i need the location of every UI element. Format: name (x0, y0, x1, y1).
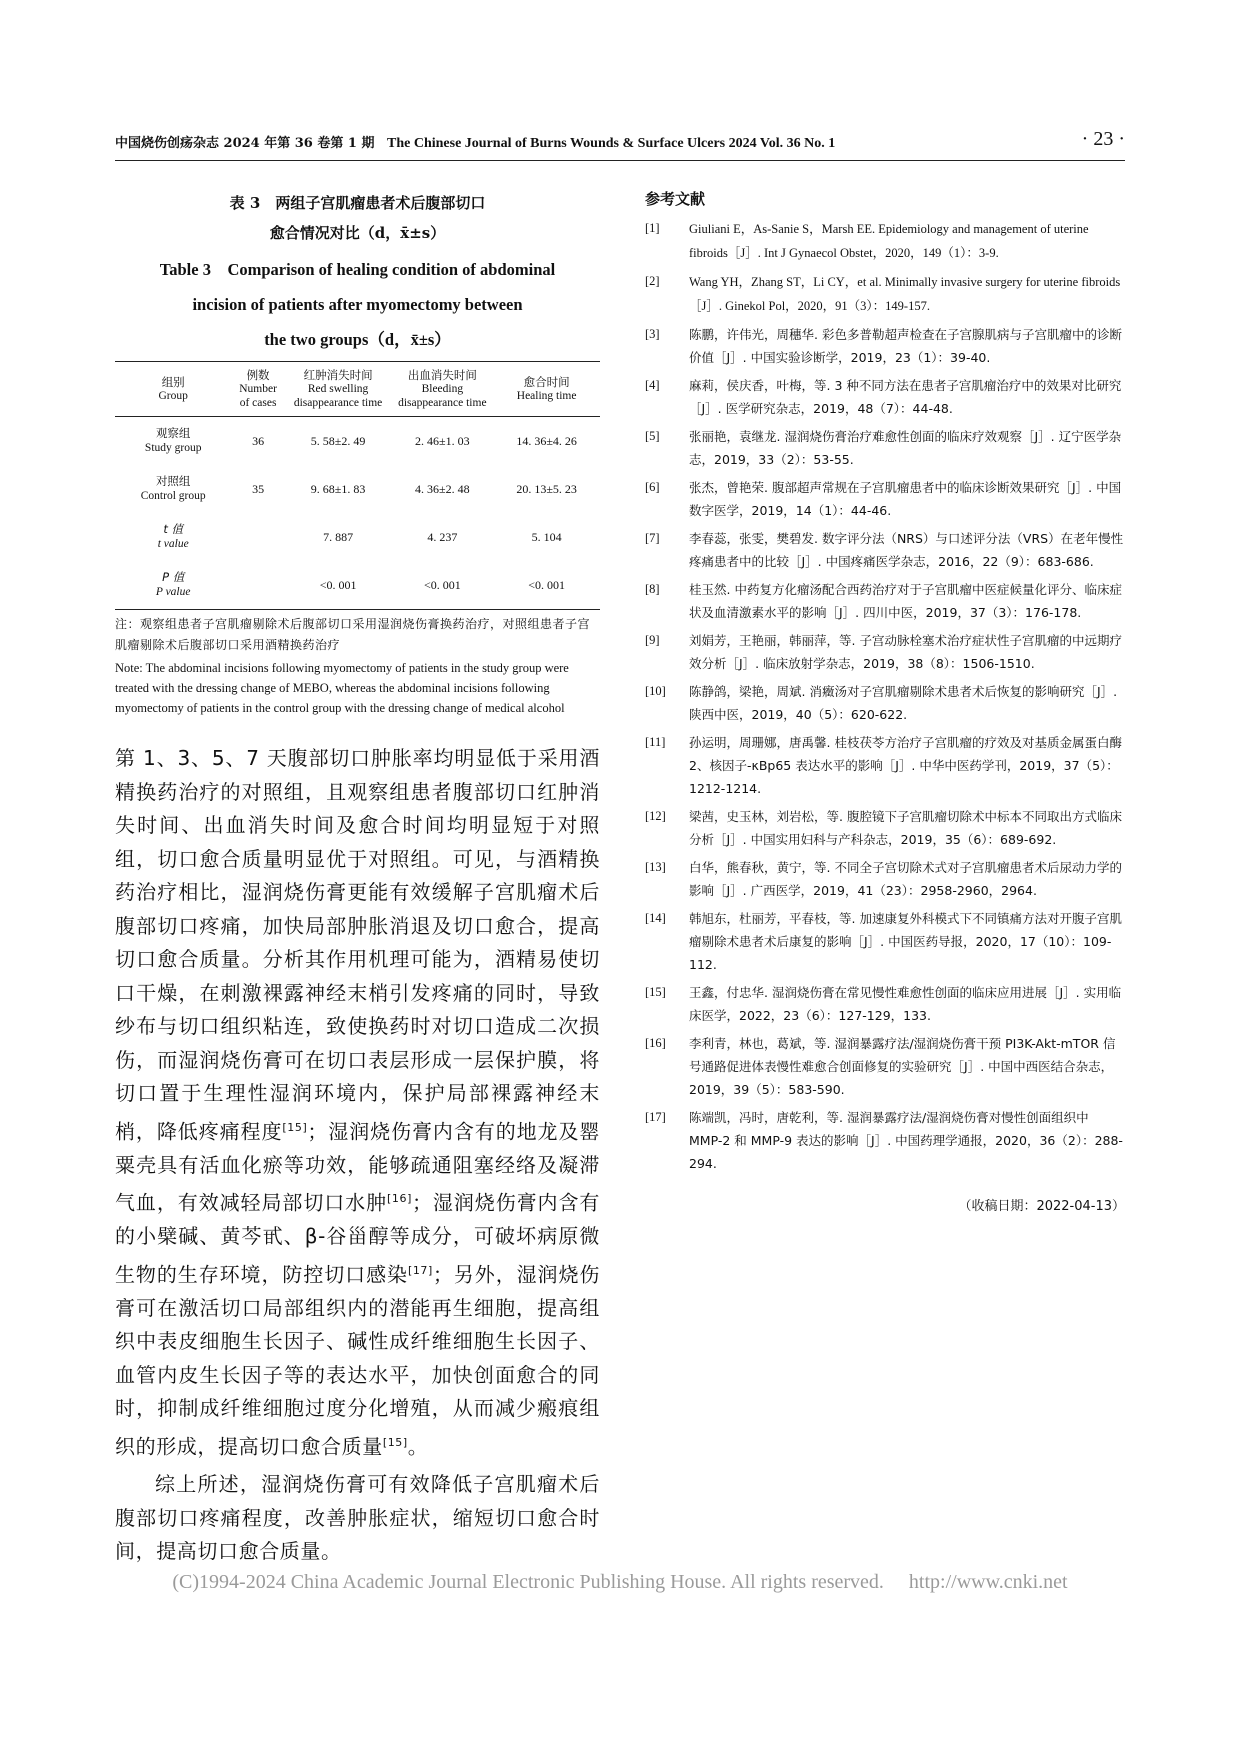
journal-title-cn: 中国烧伤创疡杂志 2024 年第 36 卷第 1 期 (115, 136, 375, 151)
reference-item: [4] 麻莉，侯庆香，叶梅，等. 3 种不同方法在患者子宫肌瘤治疗中的效果对比研究［J］. 医学研究杂志，2019，48（7）：44-48. (645, 378, 1122, 416)
cell-heal: 14. 36±4. 26 (516, 433, 577, 448)
reference-item: [17] 陈端凯，冯时，唐乾利，等. 湿润暴露疗法/湿润烧伤膏对慢性创面组织中 MMP-2 和 MMP-9 表达的影响［J］. 中国药理学通报，2020，36（2）：288-294. (645, 1110, 1123, 1171)
row-label: 观察组 Study group (144, 426, 202, 454)
reference-item: [3] 陈鹏，许伟光，周穗华. 彩色多普勒超声检查在子宫腺肌病与子宫肌瘤中的诊断价值［J］. 中国实验诊断学，2019，23（1）：39-40. (645, 327, 1122, 365)
citation: [16] (387, 1192, 412, 1206)
table-note-cn: 注：观察组患者子宫肌瘤剔除术后腹部切口采用湿润烧伤膏换药治疗，对照组患者子宫肌瘤剔除术后腹部切口采用酒精换药治疗 (115, 617, 591, 652)
row-label: P 值 P value (155, 570, 191, 598)
cell-cases (231, 513, 284, 561)
cell-cases: 35 (252, 481, 265, 496)
reference-item: [2] Wang YH，Zhang ST，Li CY，et al. Minimally invasive surgery for uterine fibroids［J］. Ginekol Pol，2020，91（3）：149-157. (645, 274, 1121, 313)
reference-item: [1] Giuliani E，As-Sanie S，Marsh EE. Epidemiology and management of uterine fibroids［J］. Int J Gynaecol Obstet，2020，149（1）：3-9. (645, 221, 1089, 260)
cell-bleed: 2. 46±1. 03 (415, 433, 470, 448)
table-row (115, 465, 600, 513)
left-column (115, 188, 600, 1569)
results-table (115, 361, 600, 610)
row-label: t 值 t value (157, 522, 189, 550)
header-cases: 例数 Number of cases (239, 368, 277, 409)
table-title-en-line2: incision of patients after myomectomy between (192, 295, 523, 314)
running-header (115, 128, 1125, 158)
table-note-en: Note: The abdominal incisions following myomectomy of patients in the study group were treated with the dressing change of MEBO, whereas the abdominal incisions following myomectomy of patients in the control group with the dressing change of medical alcohol (115, 661, 569, 715)
cell-red: 5. 58±2. 49 (310, 433, 366, 448)
cell-heal: 20. 13±5. 23 (516, 481, 577, 496)
table-title-en-line3: the two groups（d，x̄±s） (264, 330, 451, 349)
header-red-swelling: 红肿消失时间 Red swelling disappearance time (293, 368, 383, 409)
reference-item: [16] 李利青，林也，葛斌，等. 湿润暴露疗法/湿润烧伤膏干预 PI3K-Akt-mTOR 信号通路促进体表慢性难愈合创面修复的实验研究［J］. 中国中西医结合杂志，2019，39（5）：583-590. (645, 1036, 1116, 1097)
reference-list (645, 217, 1125, 1175)
table-note (115, 614, 600, 718)
reference-item: [9] 刘娟芳，王艳丽，韩丽萍，等. 子宫动脉栓塞术治疗症状性子宫肌瘤的中远期疗效分析［J］. 临床放射学杂志，2019，38（8）：1506-1510. (645, 633, 1122, 671)
reference-item: [11] 孙运明，周珊娜，唐禹馨. 桂枝茯苓方治疗子宫肌瘤的疗效及对基质金属蛋白酶2、核因子-κBp65 表达水平的影响［J］. 中华中医药学刊，2019，37（5）：1212-1214. (645, 735, 1122, 796)
table-row (115, 417, 600, 466)
header-bleeding: 出血消失时间 Bleeding disappearance time (398, 368, 487, 409)
reference-item: [14] 韩旭东，杜丽芳，平春枝，等. 加速康复外科模式下不同镇痛方法对开腹子宫肌瘤剔除术患者术后康复的影响［J］. 中国医药导报，2020，17（10）：109-112. (645, 911, 1122, 972)
cell-cases: 36 (252, 433, 265, 448)
cell-red: 7. 887 (323, 529, 354, 544)
table-title-cn-line1: 表 3 两组子宫肌瘤患者术后腹部切口 (229, 194, 486, 212)
table-header-row (115, 362, 600, 417)
cell-red: 9. 68±1. 83 (310, 481, 366, 496)
table-row (115, 513, 600, 561)
references-title: 参考文献 (645, 190, 706, 208)
table-row (115, 561, 600, 610)
table-title-en-line1: Table 3 Comparison of healing condition of abdominal (159, 260, 556, 279)
reference-item: [7] 李春蕊，张雯，樊碧发. 数字评分法（NRS）与口述评分法（VRS）在老年慢性疼痛患者中的比较［J］. 中国疼痛医学杂志，2016，22（9）：683-686. (645, 531, 1124, 569)
copyright-footer: (C)1994-2024 China Academic Journal Electronic Publishing House. All rights reserved. http://www.cnki.net (172, 1571, 1068, 1593)
reference-item: [8] 桂玉然. 中药复方化瘤汤配合西药治疗对于子宫肌瘤中医症候量化评分、临床症状及血清激素水平的影响［J］. 四川中医，2019，37（3）：176-178. (645, 582, 1122, 620)
cell-bleed: 4. 36±2. 48 (415, 481, 470, 496)
body-text (115, 742, 600, 1569)
table-title-cn-line2: 愈合情况对比（d，x̄±s） (269, 224, 446, 242)
reference-item: [5] 张丽艳，袁继龙. 湿润烧伤膏治疗难愈性创面的临床疗效观察［J］. 辽宁医学杂志，2019，33（2）：53-55. (645, 429, 1122, 467)
header-rule (115, 160, 1125, 161)
reference-item: [12] 梁茜，史玉林，刘岩松，等. 腹腔镜下子宫肌瘤切除术中标本不同取出方式临床分析［J］. 中国实用妇科与产科杂志，2019，35（6）：689-692. (645, 809, 1122, 847)
cell-cases (231, 561, 284, 610)
paragraph-discussion: 第 1、3、5、7 天腹部切口肿胀率均明显低于采用酒精换药治疗的对照组，且观察组患者腹部切口红肿消失时间、出血消失时间及愈合时间均明显短于对照组，切口愈合质量明显优于对照组。可见，与酒精换药治疗相比，湿润烧伤膏更能有效缓解子宫肌瘤术后腹部切口疼痛，加快局部肿胀消退及切口愈合，提高切口愈合质量。分析其作用机理可能为，酒精易使切口干燥，在刺激裸露神经末梢引发疼痛的同时，导致纱布与切口组织粘连，致使换药时对切口造成二次损伤，而湿润烧伤膏可在切口表层形成一层保护膜，将切口置于生理性湿润环境内，保护局部裸露神经末梢，降低疼痛程度[15]；湿润烧伤膏内含有的地龙及罂粟壳具有活血化瘀等功效，能够疏通阻塞经络及凝滞气血，有效减轻局部切口水肿[16]；湿润烧伤膏内含有的小檗碱、黄芩甙、β-谷甾醇等成分，可破坏病原微生物的生存环境，防控切口感染[17]；另外，湿润烧伤膏可在激活切口局部组织内的潜能再生细胞，提高组织中表皮细胞生长因子、碱性成纤维细胞生长因子、血管内皮生长因子等的表达水平，加快创面愈合的同时，抑制成纤维细胞过度分化增殖，从而减少瘢痕组织的形成，提高切口愈合质量[15]。 (115, 746, 600, 1459)
reference-item: [6] 张杰，曾艳荣. 腹部超声常规在子宫肌瘤患者中的临床诊断效果研究［J］. 中国数字医学，2019，14（1）：44-46. (645, 480, 1122, 518)
cell-red: <0. 001 (319, 577, 357, 592)
cell-heal: 5. 104 (531, 529, 562, 544)
citation: [17] (407, 1263, 433, 1277)
paragraph-conclusion: 综上所述，湿润烧伤膏可有效降低子宫肌瘤术后腹部切口疼痛程度，改善肿胀症状，缩短切口愈合时间，提高切口愈合质量。 (115, 1472, 600, 1564)
cell-heal: <0. 001 (528, 577, 566, 592)
received-date: （收稿日期：2022-04-13） (958, 1199, 1125, 1214)
row-label: 对照组 Control group (140, 474, 206, 502)
journal-title-en: The Chinese Journal of Burns Wounds & Surface Ulcers 2024 Vol. 36 No. 1 (387, 136, 836, 151)
citation: [15] (382, 1435, 408, 1449)
cell-bleed: 4. 237 (427, 529, 458, 544)
cell-bleed: <0. 001 (423, 577, 461, 592)
reference-item: [15] 王鑫，付忠华. 湿润烧伤膏在常见慢性难愈性创面的临床应用进展［J］. 实用临床医学，2022，23（6）：127-129，133. (645, 985, 1122, 1023)
right-column (645, 188, 1125, 1214)
reference-item: [13] 白华，熊春秋，黄宁，等. 不同全子宫切除术式对子宫肌瘤患者术后尿动力学的影响［J］. 广西医学，2019，41（23）：2958-2960，2964. (645, 860, 1122, 898)
reference-item: [10] 陈静鸽，梁艳，周斌. 消癥汤对子宫肌瘤剔除术患者术后恢复的影响研究［J］. 陕西中医，2019，40（5）：620-622. (645, 684, 1118, 722)
header-group: 组别 Group (158, 375, 188, 402)
citation: [15] (282, 1120, 308, 1134)
journal-title (115, 132, 835, 152)
header-healing: 愈合时间 Healing time (516, 375, 577, 402)
page-number: · 23 · (1081, 128, 1125, 150)
